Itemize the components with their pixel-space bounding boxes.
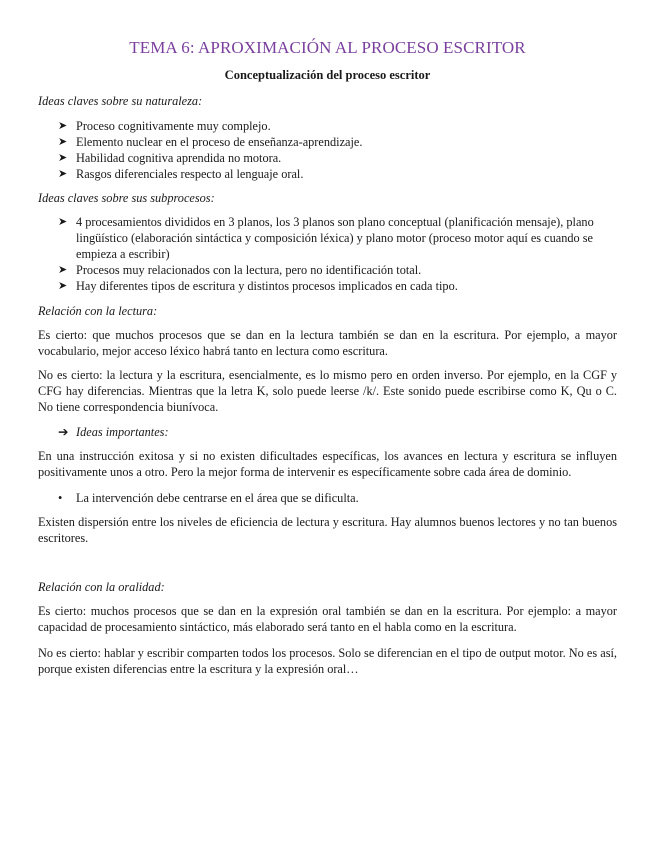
subprocesos-heading: Ideas claves sobre sus subprocesos: [38, 191, 215, 205]
page-title: TEMA 6: APROXIMACIÓN AL PROCESO ESCRITOR [129, 38, 526, 57]
oralidad-paragraph-1: Es cierto: muchos procesos que se dan en la expresión oral también se dan en la escritura. Por ejemplo: a mayor capacidad de procesamiento sintáctico, más elaborado será tanto en el habla como en la escritura. [38, 604, 617, 634]
list-item: ➤ Proceso cognitivamente muy complejo. [58, 119, 271, 133]
lectura-heading: Relación con la lectura: [38, 304, 158, 318]
arrowhead-bullet-icon: ➤ [58, 136, 68, 148]
oralidad-heading: Relación con la oralidad: [38, 580, 165, 594]
lectura-paragraph-2: No es cierto: la lectura y la escritura, esencialmente, es lo mismo pero en orden inverso. Por ejemplo, en la CGF y CFG hay diferencias. Mientras que la letra K, solo puede leerse /k/. Este sonido puede escribirse como K, Qu o C. No tiene correspondencia biunívoca. [38, 368, 617, 414]
list-item: ➤ Habilidad cognitiva aprendida no motora. [58, 151, 282, 165]
list-item: ➤ Procesos muy relacionados con la lectura, pero no identificación total. [58, 263, 422, 277]
subprocesos-list [58, 214, 617, 294]
important-ideas [58, 424, 169, 440]
naturaleza-list [58, 118, 617, 182]
bullet-dot-icon: • [58, 491, 63, 505]
arrowhead-bullet-icon: ➤ [58, 216, 68, 228]
list-item: ➤ Hay diferentes tipos de escritura y distintos procesos implicados en cada tipo. [58, 279, 458, 293]
arrowhead-bullet-icon: ➤ [58, 280, 68, 292]
arrowhead-bullet-icon: ➤ [58, 168, 68, 180]
arrowhead-bullet-icon: ➤ [58, 120, 68, 132]
lectura-paragraph-4: Existen dispersión entre los niveles de eficiencia de lectura y escritura. Hay alumnos buenos lectores y no tan buenos escritores. [38, 515, 617, 545]
list-item: ➤ Rasgos diferenciales respecto al lenguaje oral. [58, 167, 304, 181]
arrow-right-icon: ➔ [58, 425, 69, 439]
list-item: ➤ Elemento nuclear en el proceso de enseñanza-aprendizaje. [58, 135, 363, 149]
oralidad-paragraph-2: No es cierto: hablar y escribir comparten todos los procesos. Solo se diferencian en el tipo de output motor. No es así, porque existen diferencias entre la escritura y la expresión oral… [38, 646, 617, 676]
list-item: ➤ 4 procesamientos divididos en 3 planos, los 3 planos son plano conceptual (planificación mensaje), plano lingüístico (elaboración sintáctica y composición léxica) y plano motor (proceso motor aquí es cuando se empieza a escribir) [58, 215, 594, 261]
arrowhead-bullet-icon: ➤ [58, 264, 68, 276]
naturaleza-heading: Ideas claves sobre su naturaleza: [38, 94, 203, 108]
section-subtitle: Conceptualización del proceso escritor [224, 68, 431, 82]
lectura-paragraph-1: Es cierto: que muchos procesos que se dan en la lectura también se dan en la escritura. Por ejemplo, a mayor vocabulario, mejor acceso léxico habrá tanto en lectura como escritura. [38, 328, 617, 358]
lectura-paragraph-3: En una instrucción exitosa y si no existen dificultades específicas, los avances en lectura y escritura se influyen positivamente unos a otro. Pero la mejor forma de intervenir es específicamente sobre cada área de dominio. [38, 449, 617, 479]
arrowhead-bullet-icon: ➤ [58, 152, 68, 164]
important-ideas-label: Ideas importantes: [76, 425, 169, 439]
document-page: TEMA 6: APROXIMACIÓN AL PROCESO ESCRITOR Conceptualización del proceso escritor Ideas claves sobre su naturaleza: ➤ Proceso cognitivamente muy complejo. ➤ Elemento nuclear en el proceso de enseñanza-aprendizaje. ➤ Habilidad cognitiva aprendida no motora. ➤ Rasgos diferenciales respecto al lenguaje oral. Ideas claves sobre sus subprocesos: ➤ 4 procesamientos divididos en 3 planos, los 3 planos son plano conceptual (planificación mensaje), plano lingüístico (elaboración sintáctica y composición léxica) y plano motor (proceso motor aquí es cuando se empieza a escribir) ➤ Procesos muy relacionados con la lectura, pero no identificación total. ➤ Hay diferentes tipos de escritura y distintos procesos implicados en cada tipo. Relación con la lectura: Es cierto: que muchos procesos que se dan en la lectura también se dan en la escritura. Por ejemplo, a mayor vocabulario, mejor acceso léxico habrá tanto en lectura como escritura. No es cierto: la lectura y la escritura, esencialmente, es lo mismo pero en orden inverso. Por ejemplo, en la CGF y CFG hay diferencias. Mientras que la letra K, solo puede leerse /k/. Este sonido puede escribirse como K, Qu o C. No tiene correspondencia biunívoca. ➔ Ideas importantes: En una instrucción exitosa y si no existen dificultades específicas, los avances en lectura y escritura se influyen positivamente unos a otro. Pero la mejor forma de intervenir es específicamente sobre cada área de dominio. • La intervención debe centrarse en el área que se dificulta. Existen dispersión entre los niveles de eficiencia de lectura y escritura. Hay alumnos buenos lectores y no tan buenos escritores. Relación con la oralidad: Es cierto: muchos procesos que se dan en la expresión oral también se dan en la escritura. Por ejemplo: a mayor capacidad de procesamiento sintáctico, más elaborado será tanto en el habla como en la escritura. No es cierto: hablar y escribir comparten todos los procesos. Solo se diferencian en el tipo de output motor. No es así, porque existen diferencias entre la escritura y la expresión oral… [0, 0, 655, 848]
